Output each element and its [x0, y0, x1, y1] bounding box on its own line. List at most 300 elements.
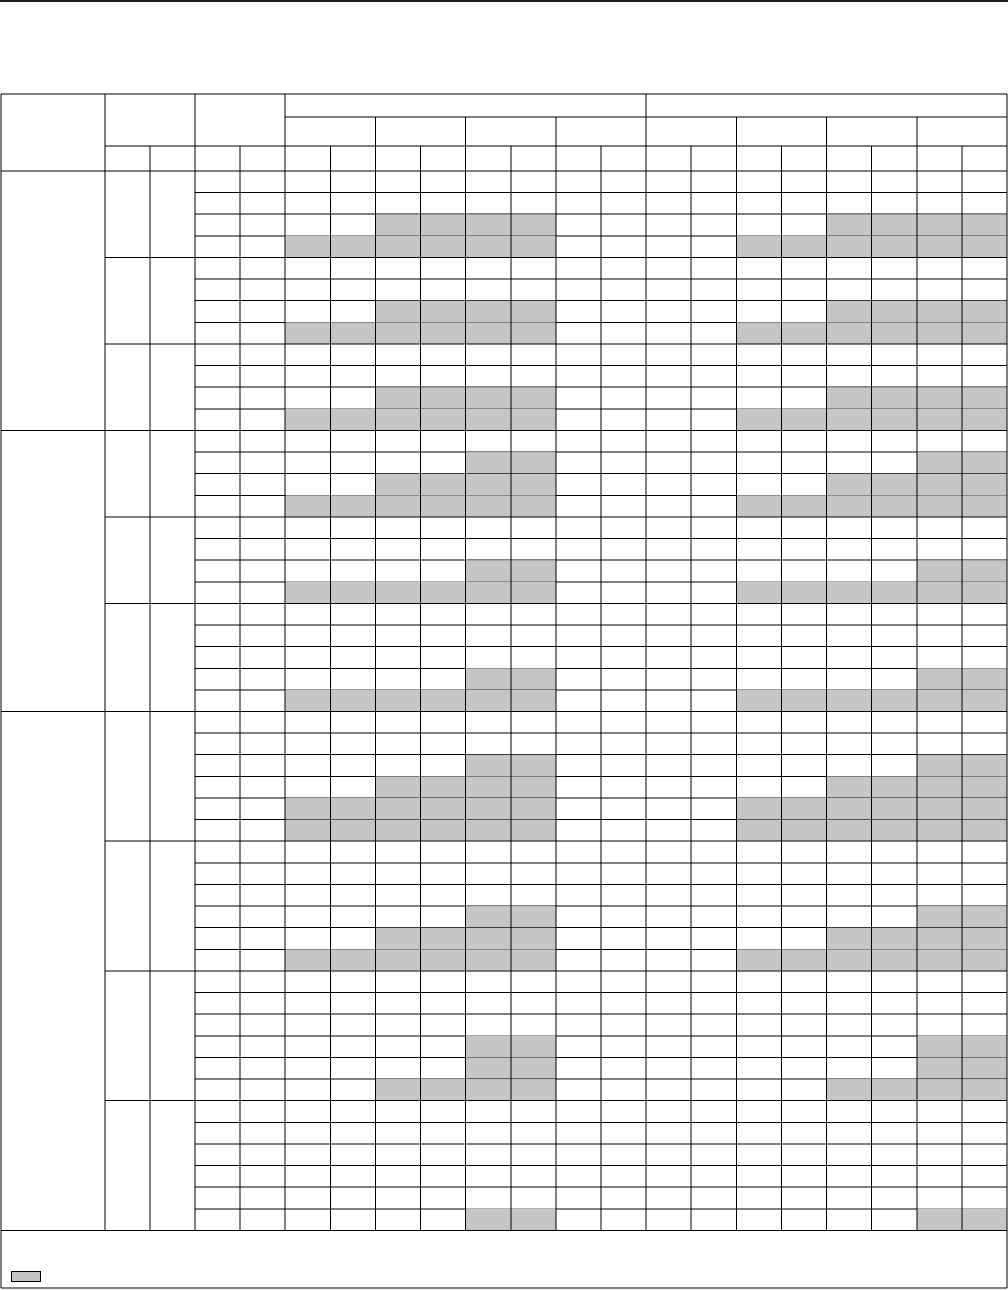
- table-cell: [556, 495, 601, 517]
- table-cell: [646, 517, 691, 539]
- table-cell: [781, 257, 826, 279]
- table-cell: [285, 366, 330, 388]
- table-cell: [917, 863, 962, 885]
- table-cell: [646, 1036, 691, 1058]
- table-cell: [691, 387, 736, 409]
- table-cell: [556, 690, 601, 712]
- table-cell: [421, 668, 466, 690]
- table-cell: [601, 495, 646, 517]
- table-cell: [601, 820, 646, 842]
- table-cell: [962, 625, 1007, 647]
- table-cell: [827, 430, 872, 452]
- table-cell: [646, 1209, 691, 1231]
- shaded-cell: [466, 387, 511, 409]
- table-cell: [556, 863, 601, 885]
- shaded-cell: [872, 1079, 917, 1101]
- shaded-cell: [421, 798, 466, 820]
- shaded-cell: [917, 755, 962, 777]
- table-cell: [285, 733, 330, 755]
- table-cell: [646, 1144, 691, 1166]
- table-cell: [375, 257, 420, 279]
- table-cell: [646, 474, 691, 496]
- table-cell: [781, 171, 826, 193]
- table-cell: [601, 301, 646, 323]
- table-cell: [646, 776, 691, 798]
- table-cell: [691, 539, 736, 561]
- table-cell: [962, 1187, 1007, 1209]
- table-cell: [781, 993, 826, 1015]
- table-cell: [421, 1166, 466, 1188]
- shaded-cell: [827, 776, 872, 798]
- shaded-cell: [466, 820, 511, 842]
- shaded-cell: [827, 798, 872, 820]
- table-cell: [646, 820, 691, 842]
- shaded-cell: [962, 928, 1007, 950]
- table-cell: [511, 863, 556, 885]
- table-cell: [646, 193, 691, 215]
- table-cell: [375, 668, 420, 690]
- shaded-cell: [511, 776, 556, 798]
- table-cell: [872, 755, 917, 777]
- table-cell: [556, 1187, 601, 1209]
- shaded-cell: [466, 1057, 511, 1079]
- table-cell: [827, 1209, 872, 1231]
- table-cell: [691, 1209, 736, 1231]
- table-cell: [736, 430, 781, 452]
- table-cell: [781, 647, 826, 669]
- table-cell: [691, 949, 736, 971]
- table-cell: [691, 257, 736, 279]
- table-cell: [736, 1057, 781, 1079]
- table-cell: [827, 971, 872, 993]
- table-cell: [421, 1057, 466, 1079]
- shaded-cell: [466, 949, 511, 971]
- table-cell: [556, 733, 601, 755]
- shaded-cell: [421, 690, 466, 712]
- table-cell: [827, 1166, 872, 1188]
- table-cell: [375, 603, 420, 625]
- table-cell: [736, 517, 781, 539]
- table-cell: [646, 322, 691, 344]
- table-cell: [827, 1122, 872, 1144]
- table-cell: [962, 344, 1007, 366]
- shaded-cell: [466, 474, 511, 496]
- table-cell: [917, 539, 962, 561]
- shaded-cell: [827, 387, 872, 409]
- table-cell: [646, 279, 691, 301]
- table-cell: [962, 993, 1007, 1015]
- table-cell: [736, 668, 781, 690]
- table-cell: [736, 214, 781, 236]
- shaded-cell: [962, 560, 1007, 582]
- table-cell: [736, 993, 781, 1015]
- table-cell: [330, 344, 375, 366]
- table-cell: [827, 863, 872, 885]
- table-cell: [917, 171, 962, 193]
- table-cell: [556, 1122, 601, 1144]
- table-cell: [646, 712, 691, 734]
- table-cell: [285, 1014, 330, 1036]
- table-cell: [691, 647, 736, 669]
- table-cell: [421, 971, 466, 993]
- shaded-cell: [917, 820, 962, 842]
- table-cell: [962, 1144, 1007, 1166]
- table-cell: [330, 733, 375, 755]
- shaded-cell: [917, 236, 962, 258]
- shaded-cell: [421, 495, 466, 517]
- table-cell: [827, 257, 872, 279]
- shaded-cell: [872, 582, 917, 604]
- shaded-cell: [375, 949, 420, 971]
- shaded-cell: [827, 820, 872, 842]
- shaded-cell: [781, 949, 826, 971]
- table-cell: [466, 1122, 511, 1144]
- table-cell: [691, 603, 736, 625]
- table-cell: [781, 971, 826, 993]
- table-cell: [872, 257, 917, 279]
- table-cell: [285, 1101, 330, 1123]
- table-cell: [421, 1122, 466, 1144]
- table-cell: [285, 625, 330, 647]
- table-cell: [421, 906, 466, 928]
- table-cell: [962, 1014, 1007, 1036]
- shaded-cell: [375, 409, 420, 431]
- table-cell: [285, 712, 330, 734]
- table-cell: [421, 841, 466, 863]
- table-cell: [511, 1014, 556, 1036]
- shaded-cell: [827, 474, 872, 496]
- table-cell: [556, 776, 601, 798]
- table-cell: [375, 1187, 420, 1209]
- table-cell: [646, 539, 691, 561]
- table-cell: [330, 539, 375, 561]
- table-cell: [601, 603, 646, 625]
- table-cell: [827, 603, 872, 625]
- table-cell: [601, 949, 646, 971]
- shaded-cell: [917, 1209, 962, 1231]
- table-cell: [330, 171, 375, 193]
- shaded-cell: [917, 560, 962, 582]
- shaded-cell: [962, 755, 1007, 777]
- table-cell: [736, 171, 781, 193]
- table-cell: [285, 344, 330, 366]
- table-cell: [691, 798, 736, 820]
- table-cell: [511, 603, 556, 625]
- table-cell: [285, 539, 330, 561]
- table-cell: [330, 257, 375, 279]
- table-cell: [601, 171, 646, 193]
- shaded-cell: [511, 409, 556, 431]
- table-cell: [962, 733, 1007, 755]
- table-cell: [691, 755, 736, 777]
- shaded-cell: [962, 776, 1007, 798]
- table-cell: [421, 755, 466, 777]
- table-cell: [691, 712, 736, 734]
- table-cell: [827, 1036, 872, 1058]
- table-cell: [601, 1101, 646, 1123]
- shaded-cell: [375, 387, 420, 409]
- table-cell: [421, 539, 466, 561]
- table-cell: [872, 1057, 917, 1079]
- table-cell: [601, 517, 646, 539]
- table-cell: [511, 971, 556, 993]
- table-cell: [601, 1209, 646, 1231]
- table-cell: [285, 1144, 330, 1166]
- table-cell: [962, 884, 1007, 906]
- table-cell: [466, 884, 511, 906]
- table-cell: [601, 712, 646, 734]
- table-cell: [691, 993, 736, 1015]
- table-cell: [556, 279, 601, 301]
- shaded-cell: [511, 560, 556, 582]
- table-cell: [781, 1187, 826, 1209]
- shaded-cell: [962, 582, 1007, 604]
- table-cell: [556, 1079, 601, 1101]
- shaded-cell: [375, 690, 420, 712]
- table-cell: [917, 1101, 962, 1123]
- shaded-cell: [827, 322, 872, 344]
- table-cell: [872, 452, 917, 474]
- shaded-cell: [421, 322, 466, 344]
- table-cell: [421, 884, 466, 906]
- shaded-cell: [872, 322, 917, 344]
- table-cell: [601, 279, 646, 301]
- table-cell: [781, 1014, 826, 1036]
- table-cell: [466, 539, 511, 561]
- table-cell: [691, 452, 736, 474]
- table-cell: [601, 582, 646, 604]
- table-cell: [691, 409, 736, 431]
- table-cell: [511, 193, 556, 215]
- table-cell: [466, 625, 511, 647]
- table-cell: [511, 733, 556, 755]
- table-cell: [872, 841, 917, 863]
- table-cell: [601, 193, 646, 215]
- table-cell: [466, 647, 511, 669]
- shaded-cell: [872, 387, 917, 409]
- shaded-cell: [781, 236, 826, 258]
- table-cell: [917, 366, 962, 388]
- shaded-cell: [917, 1057, 962, 1079]
- table-cell: [466, 1166, 511, 1188]
- table-cell: [872, 906, 917, 928]
- shaded-cell: [421, 236, 466, 258]
- table-cell: [736, 1122, 781, 1144]
- shaded-cell: [511, 949, 556, 971]
- table-cell: [466, 971, 511, 993]
- table-cell: [285, 193, 330, 215]
- shaded-cell: [781, 798, 826, 820]
- table-cell: [646, 1079, 691, 1101]
- shaded-cell: [466, 409, 511, 431]
- table-cell: [781, 452, 826, 474]
- table-cell: [285, 1122, 330, 1144]
- shaded-cell: [781, 322, 826, 344]
- table-cell: [330, 1101, 375, 1123]
- table-cell: [827, 539, 872, 561]
- shaded-cell: [285, 690, 330, 712]
- shaded-cell: [962, 301, 1007, 323]
- table-cell: [736, 301, 781, 323]
- table-cell: [646, 214, 691, 236]
- table-cell: [872, 668, 917, 690]
- table-cell: [330, 560, 375, 582]
- table-cell: [691, 820, 736, 842]
- shaded-cell: [375, 582, 420, 604]
- shaded-cell: [511, 668, 556, 690]
- shaded-cell: [466, 755, 511, 777]
- table-cell: [736, 1036, 781, 1058]
- table-cell: [330, 214, 375, 236]
- table-cell: [736, 1014, 781, 1036]
- table-cell: [962, 279, 1007, 301]
- shaded-cell: [827, 582, 872, 604]
- table-cell: [781, 1101, 826, 1123]
- table-cell: [556, 193, 601, 215]
- table-cell: [375, 755, 420, 777]
- shaded-cell: [421, 1079, 466, 1101]
- table-cell: [646, 560, 691, 582]
- table-cell: [421, 430, 466, 452]
- table-cell: [781, 1166, 826, 1188]
- table-cell: [375, 863, 420, 885]
- table-cell: [691, 1014, 736, 1036]
- table-cell: [736, 884, 781, 906]
- table-cell: [646, 668, 691, 690]
- table-cell: [466, 993, 511, 1015]
- table-cell: [691, 1057, 736, 1079]
- table-cell: [466, 863, 511, 885]
- table-cell: [736, 1209, 781, 1231]
- table-cell: [827, 647, 872, 669]
- table-cell: [466, 1187, 511, 1209]
- table-cell: [375, 1144, 420, 1166]
- table-cell: [646, 949, 691, 971]
- table-cell: [285, 603, 330, 625]
- table-cell: [556, 798, 601, 820]
- table-cell: [827, 755, 872, 777]
- shaded-cell: [421, 301, 466, 323]
- table-cell: [330, 193, 375, 215]
- shaded-cell: [511, 1036, 556, 1058]
- shaded-cell: [421, 387, 466, 409]
- table-cell: [781, 884, 826, 906]
- table-cell: [781, 928, 826, 950]
- table-cell: [646, 841, 691, 863]
- table-cell: [330, 993, 375, 1015]
- shaded-cell: [962, 495, 1007, 517]
- table-cell: [691, 366, 736, 388]
- table-cell: [511, 279, 556, 301]
- table-cell: [781, 344, 826, 366]
- table-cell: [601, 387, 646, 409]
- shaded-cell: [375, 236, 420, 258]
- shaded-cell: [466, 214, 511, 236]
- shaded-cell: [872, 214, 917, 236]
- table-cell: [691, 214, 736, 236]
- shaded-cell: [962, 214, 1007, 236]
- table-cell: [827, 560, 872, 582]
- table-cell: [962, 712, 1007, 734]
- shaded-cell: [872, 949, 917, 971]
- shaded-cell: [827, 409, 872, 431]
- table-cell: [601, 539, 646, 561]
- table-cell: [872, 884, 917, 906]
- table-cell: [556, 928, 601, 950]
- shaded-cell: [872, 409, 917, 431]
- shaded-cell: [466, 236, 511, 258]
- table-cell: [330, 863, 375, 885]
- table-cell: [285, 776, 330, 798]
- table-cell: [962, 1101, 1007, 1123]
- table-cell: [736, 257, 781, 279]
- table-cell: [646, 301, 691, 323]
- table-cell: [827, 1101, 872, 1123]
- shaded-cell: [917, 474, 962, 496]
- shaded-cell: [827, 495, 872, 517]
- table-cell: [601, 690, 646, 712]
- table-cell: [556, 452, 601, 474]
- table-cell: [511, 841, 556, 863]
- table-cell: [646, 690, 691, 712]
- shaded-cell: [285, 820, 330, 842]
- table-cell: [872, 560, 917, 582]
- shaded-cell: [285, 236, 330, 258]
- table-cell: [330, 776, 375, 798]
- table-cell: [962, 366, 1007, 388]
- table-cell: [781, 301, 826, 323]
- shaded-cell: [872, 474, 917, 496]
- table-cell: [285, 647, 330, 669]
- table-cell: [872, 733, 917, 755]
- table-cell: [556, 1057, 601, 1079]
- shaded-cell: [330, 798, 375, 820]
- table-cell: [872, 539, 917, 561]
- table-cell: [375, 1036, 420, 1058]
- shaded-cell: [330, 236, 375, 258]
- table-cell: [330, 1187, 375, 1209]
- table-cell: [556, 409, 601, 431]
- shaded-cell: [736, 236, 781, 258]
- shaded-cell: [285, 322, 330, 344]
- shaded-cell: [511, 582, 556, 604]
- table-cell: [962, 841, 1007, 863]
- shaded-cell: [962, 409, 1007, 431]
- table-cell: [646, 798, 691, 820]
- table-cell: [285, 993, 330, 1015]
- table-cell: [285, 1079, 330, 1101]
- table-cell: [285, 906, 330, 928]
- table-cell: [827, 344, 872, 366]
- shaded-cell: [781, 495, 826, 517]
- table-cell: [375, 560, 420, 582]
- table-cell: [781, 712, 826, 734]
- table-cell: [511, 1101, 556, 1123]
- table-cell: [601, 430, 646, 452]
- table-cell: [285, 452, 330, 474]
- shaded-cell: [962, 820, 1007, 842]
- table-cell: [646, 452, 691, 474]
- table-cell: [421, 560, 466, 582]
- table-cell: [827, 366, 872, 388]
- shaded-cell: [917, 928, 962, 950]
- table-cell: [962, 603, 1007, 625]
- table-cell: [330, 712, 375, 734]
- table-cell: [691, 279, 736, 301]
- table-cell: [421, 993, 466, 1015]
- shaded-cell: [917, 668, 962, 690]
- table-cell: [601, 409, 646, 431]
